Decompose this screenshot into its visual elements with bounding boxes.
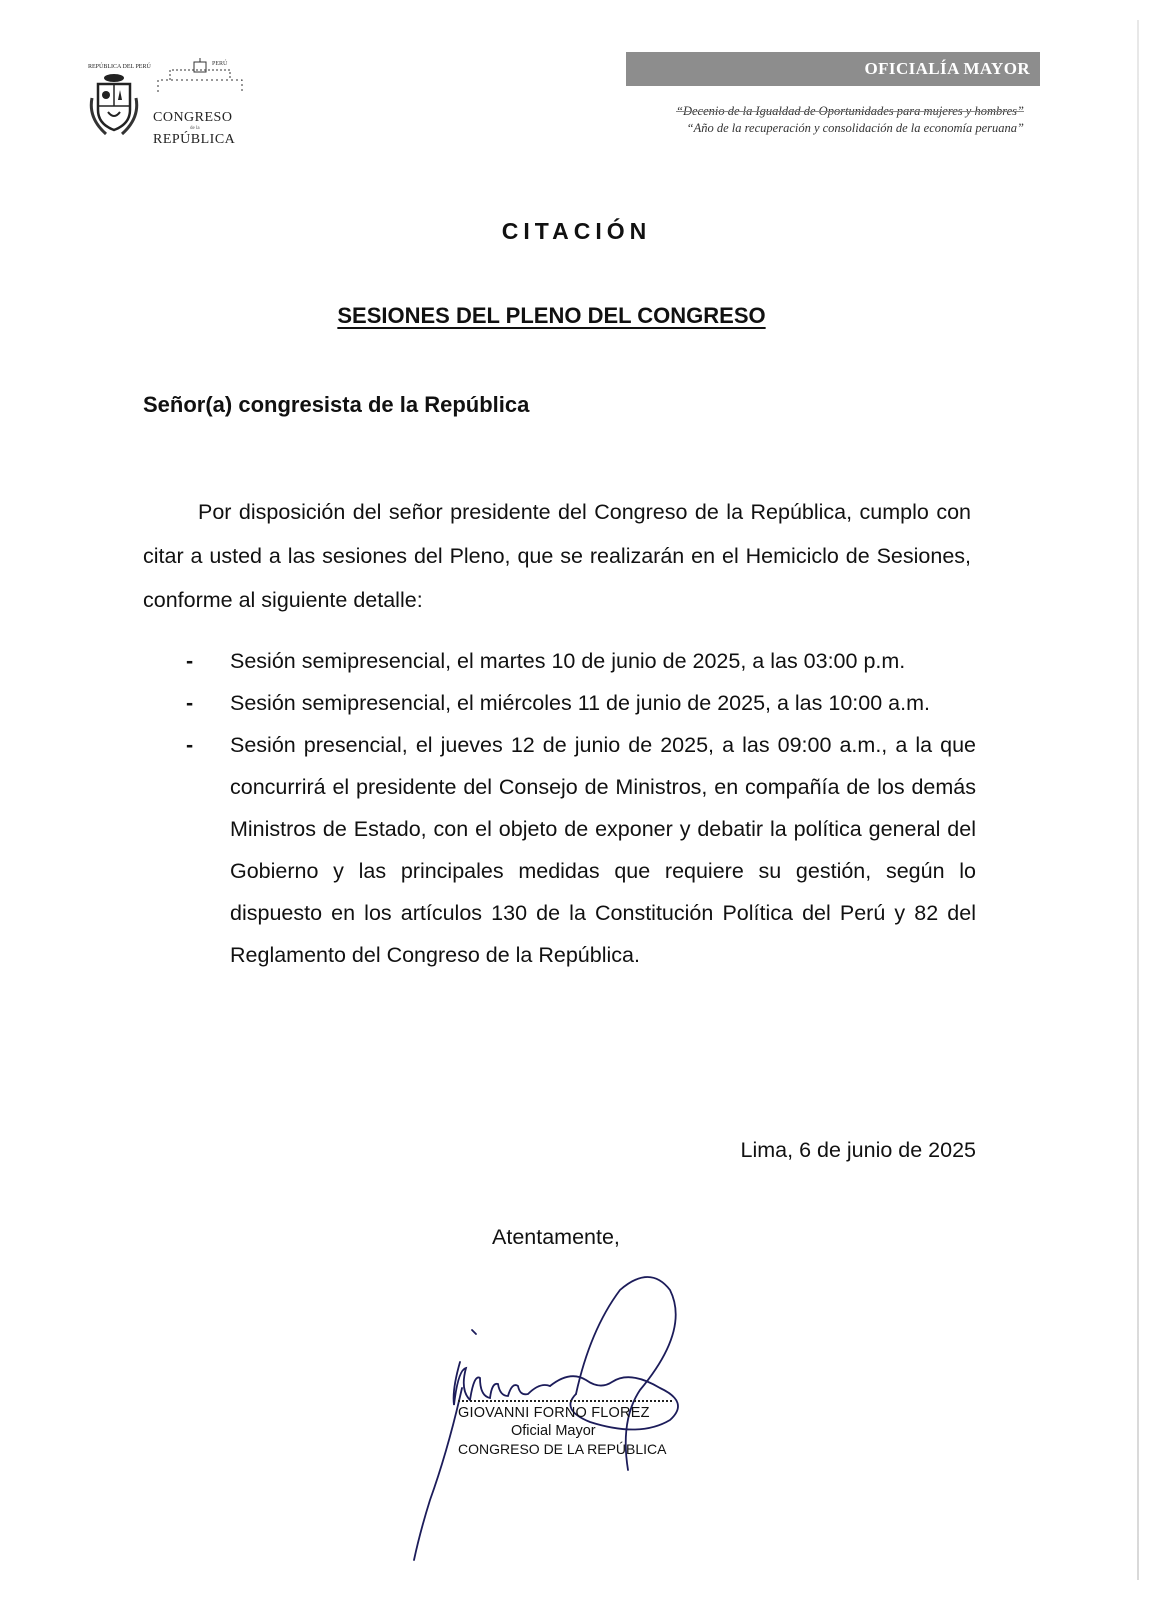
session-text: Sesión semipresencial, el martes 10 de junio de 2025, a las 03:00 p.m. xyxy=(230,649,906,673)
place-date: Lima, 6 de junio de 2025 xyxy=(740,1138,976,1162)
session-text: Sesión semipresencial, el miércoles 11 de junio de 2025, a las 10:00 a.m. xyxy=(230,691,930,715)
intro-paragraph: Por disposición del señor presidente del Congreso de la República, cumplo con citar a usted a las sesiones del Pleno, que se realizarán en el Hemiciclo de Sesiones, conforme al siguiente detalle: xyxy=(143,499,971,612)
signer-organization: CONGRESO DE LA REPÚBLICA xyxy=(458,1441,667,1457)
session-list xyxy=(186,640,976,976)
signer-block xyxy=(458,1404,688,1458)
signer-name: GIOVANNI FORNO FLOREZ xyxy=(458,1405,650,1421)
bullet-dash: - xyxy=(186,691,194,715)
congress-building-icon xyxy=(150,58,250,94)
congress-wordmark xyxy=(150,58,250,150)
official-mottos xyxy=(560,103,1024,137)
document-subtitle-wrap xyxy=(0,303,1153,329)
motto-decade: “Decenio de la Igualdad de Oportunidades para mujeres y hombres” xyxy=(676,104,1024,118)
bullet-dash: - xyxy=(186,733,194,757)
logo-peru-label: PERÚ xyxy=(212,61,228,67)
salutation: Señor(a) congresista de la República xyxy=(143,392,530,417)
logo-republica-label: REPÚBLICA xyxy=(153,132,236,147)
office-label: OFICIALÍA MAYOR xyxy=(864,59,1030,78)
signer-role: Oficial Mayor xyxy=(511,1423,596,1439)
session-text: Sesión presencial, el jueves 12 de junio de 2025, a las 09:00 a.m., a la que concurrirá el presidente del Consejo de Ministros, en compañía de los demás Ministros de Estado, con el objeto de exponer y debatir la política general del Gobierno y las principales medidas que requiere su gestión, según lo dispuesto en los artículos 130 de la Constitución Política del Perú y 82 del Reglamento del Congreso de la República. xyxy=(230,733,976,967)
signature-line xyxy=(458,1400,672,1402)
logo-congreso-label: CONGRESO xyxy=(153,110,233,125)
logo-de-la-label: de la xyxy=(190,126,200,131)
office-banner xyxy=(626,52,1040,86)
motto-year: “Año de la recuperación y consolidación de la economía peruana” xyxy=(686,121,1024,135)
bullet-dash: - xyxy=(186,649,194,673)
closing-regards: Atentamente, xyxy=(492,1225,620,1249)
document-subtitle: SESIONES DEL PLENO DEL CONGRESO xyxy=(337,303,766,328)
session-item xyxy=(186,682,976,724)
document-title: CITACIÓN xyxy=(501,218,652,244)
page-edge xyxy=(1137,20,1139,1580)
session-item xyxy=(186,724,976,976)
session-item xyxy=(186,640,976,682)
svg-text:REPÚBLICA DEL PERÚ: REPÚBLICA DEL PERÚ xyxy=(88,64,151,70)
